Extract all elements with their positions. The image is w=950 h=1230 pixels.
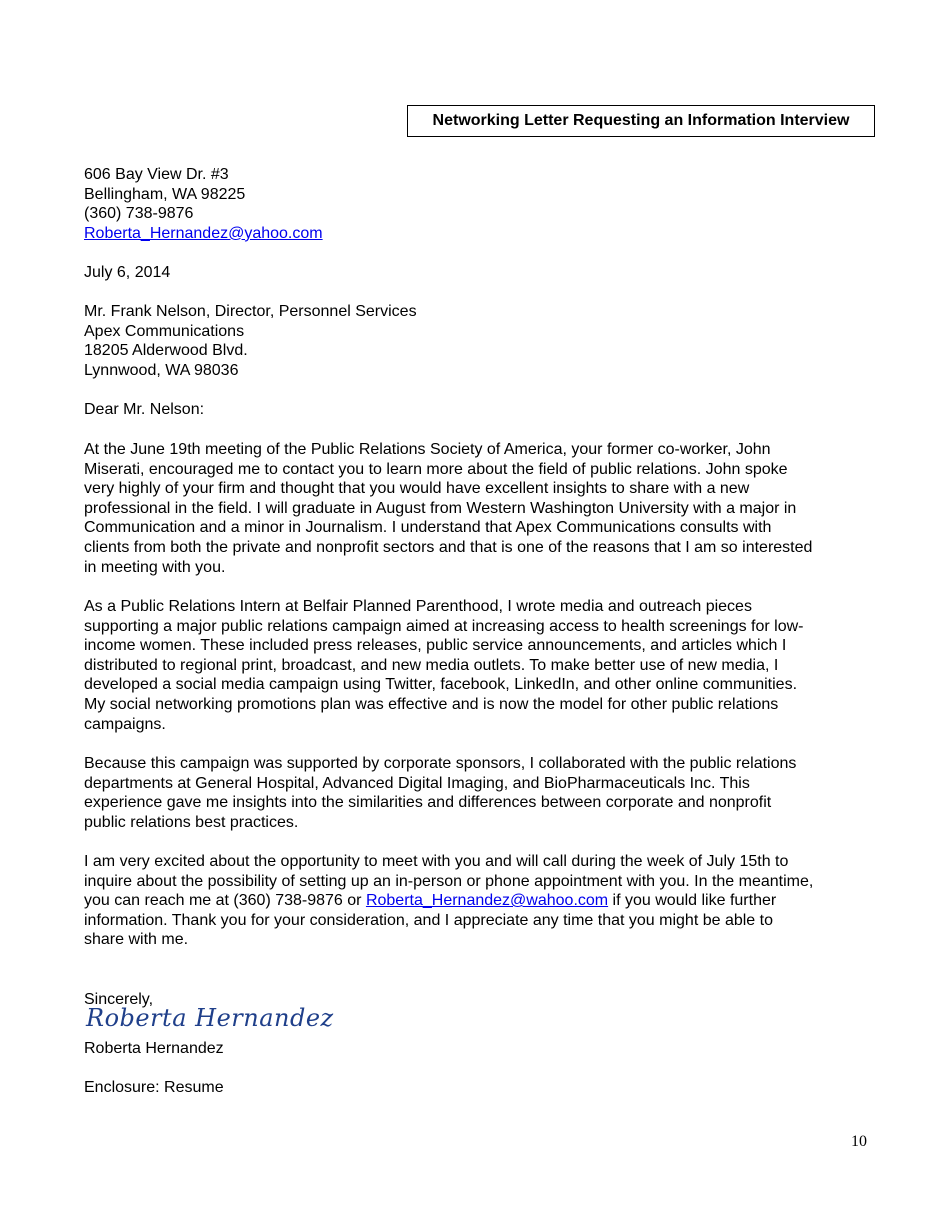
letter-date: July 6, 2014 [84,264,171,281]
paragraph-line: At the June 19th meeting of the Public Relations Society of America, your former co-worker, John [84,441,771,458]
paragraph-line: share with me. [84,931,189,949]
paragraph-line: developed a social media campaign using Twitter, facebook, LinkedIn, and other online communities. [84,676,798,694]
signer-name: Roberta Hernandez [84,1040,224,1057]
contact-text-before: you can reach me at (360) 738-9876 or [84,892,366,910]
paragraph-line [84,891,874,911]
paragraph-line: experience gave me insights into the similarities and differences between corporate and nonprofit [84,794,772,812]
paragraph-line: I am very excited about the opportunity to meet with you and will call during the week of July 15th to [84,853,789,870]
paragraph-line: Communication and a minor in Journalism. I understand that Apex Communications consults with [84,519,772,537]
sender-address [84,165,874,243]
paragraph-line: in meeting with you. [84,558,226,576]
enclosure-note: Enclosure: Resume [84,1079,224,1096]
paragraph-line: income women. These included press releases, public service announcements, and articles which I [84,637,787,655]
paragraph-line: very highly of your firm and thought that you would have excellent insights to share with a new [84,480,750,498]
body-paragraph-2 [84,597,874,734]
paragraph-line: information. Thank you for your consideration, and I appreciate any time that you might be able to [84,911,773,929]
recipient-address [84,302,874,380]
paragraph-line: departments at General Hospital, Advanced Digital Imaging, and BioPharmaceuticals Inc. This [84,774,750,792]
salutation: Dear Mr. Nelson: [84,401,205,418]
paragraph-line: distributed to regional print, broadcast, and new media outlets. To make better use of new media, I [84,656,779,674]
paragraph-line: clients from both the private and nonprofit sectors and that is one of the reasons that I am so interested [84,538,813,556]
paragraph-line: professional in the field. I will graduate in August from Western Washington University with a major in [84,499,797,517]
paragraph-line: campaigns. [84,715,166,733]
handwritten-signature: Roberta Hernandez [86,1004,334,1032]
page-number: 10 [851,1133,867,1150]
paragraph-line: inquire about the possibility of setting up an in-person or phone appointment with you. In the meantime, [84,872,814,890]
paragraph-line: supporting a major public relations campaign aimed at increasing access to health screenings for low- [84,617,804,635]
paragraph-line: Miserati, encouraged me to contact you to learn more about the field of public relations. John spoke [84,460,788,478]
recipient-street: 18205 Alderwood Blvd. [84,342,248,360]
paragraph-line: Because this campaign was supported by corporate sponsors, I collaborated with the public relations [84,755,797,772]
sender-email-link[interactable]: Roberta_Hernandez@yahoo.com [84,224,323,242]
paragraph-line: public relations best practices. [84,813,299,831]
paragraph-line: As a Public Relations Intern at Belfair Planned Parenthood, I wrote media and outreach pieces [84,598,752,615]
recipient-company: Apex Communications [84,322,245,340]
recipient-name: Mr. Frank Nelson, Director, Personnel Services [84,303,417,320]
contact-text-after: if you would like further [608,892,777,910]
document-title: Networking Letter Requesting an Information Interview [407,105,875,137]
recipient-city: Lynnwood, WA 98036 [84,361,239,379]
paragraph-line: My social networking promotions plan was effective and is now the model for other public relations [84,695,779,713]
body-paragraph-4 [84,852,874,950]
contact-email-link[interactable]: Roberta_Hernandez@wahoo.com [365,892,609,910]
sender-street: 606 Bay View Dr. #3 [84,166,229,183]
body-paragraph-1 [84,440,874,577]
sender-phone: (360) 738-9876 [84,205,194,223]
body-paragraph-3 [84,754,874,832]
sender-city: Bellingham, WA 98225 [84,185,246,203]
closing: Sincerely, [84,991,154,1008]
